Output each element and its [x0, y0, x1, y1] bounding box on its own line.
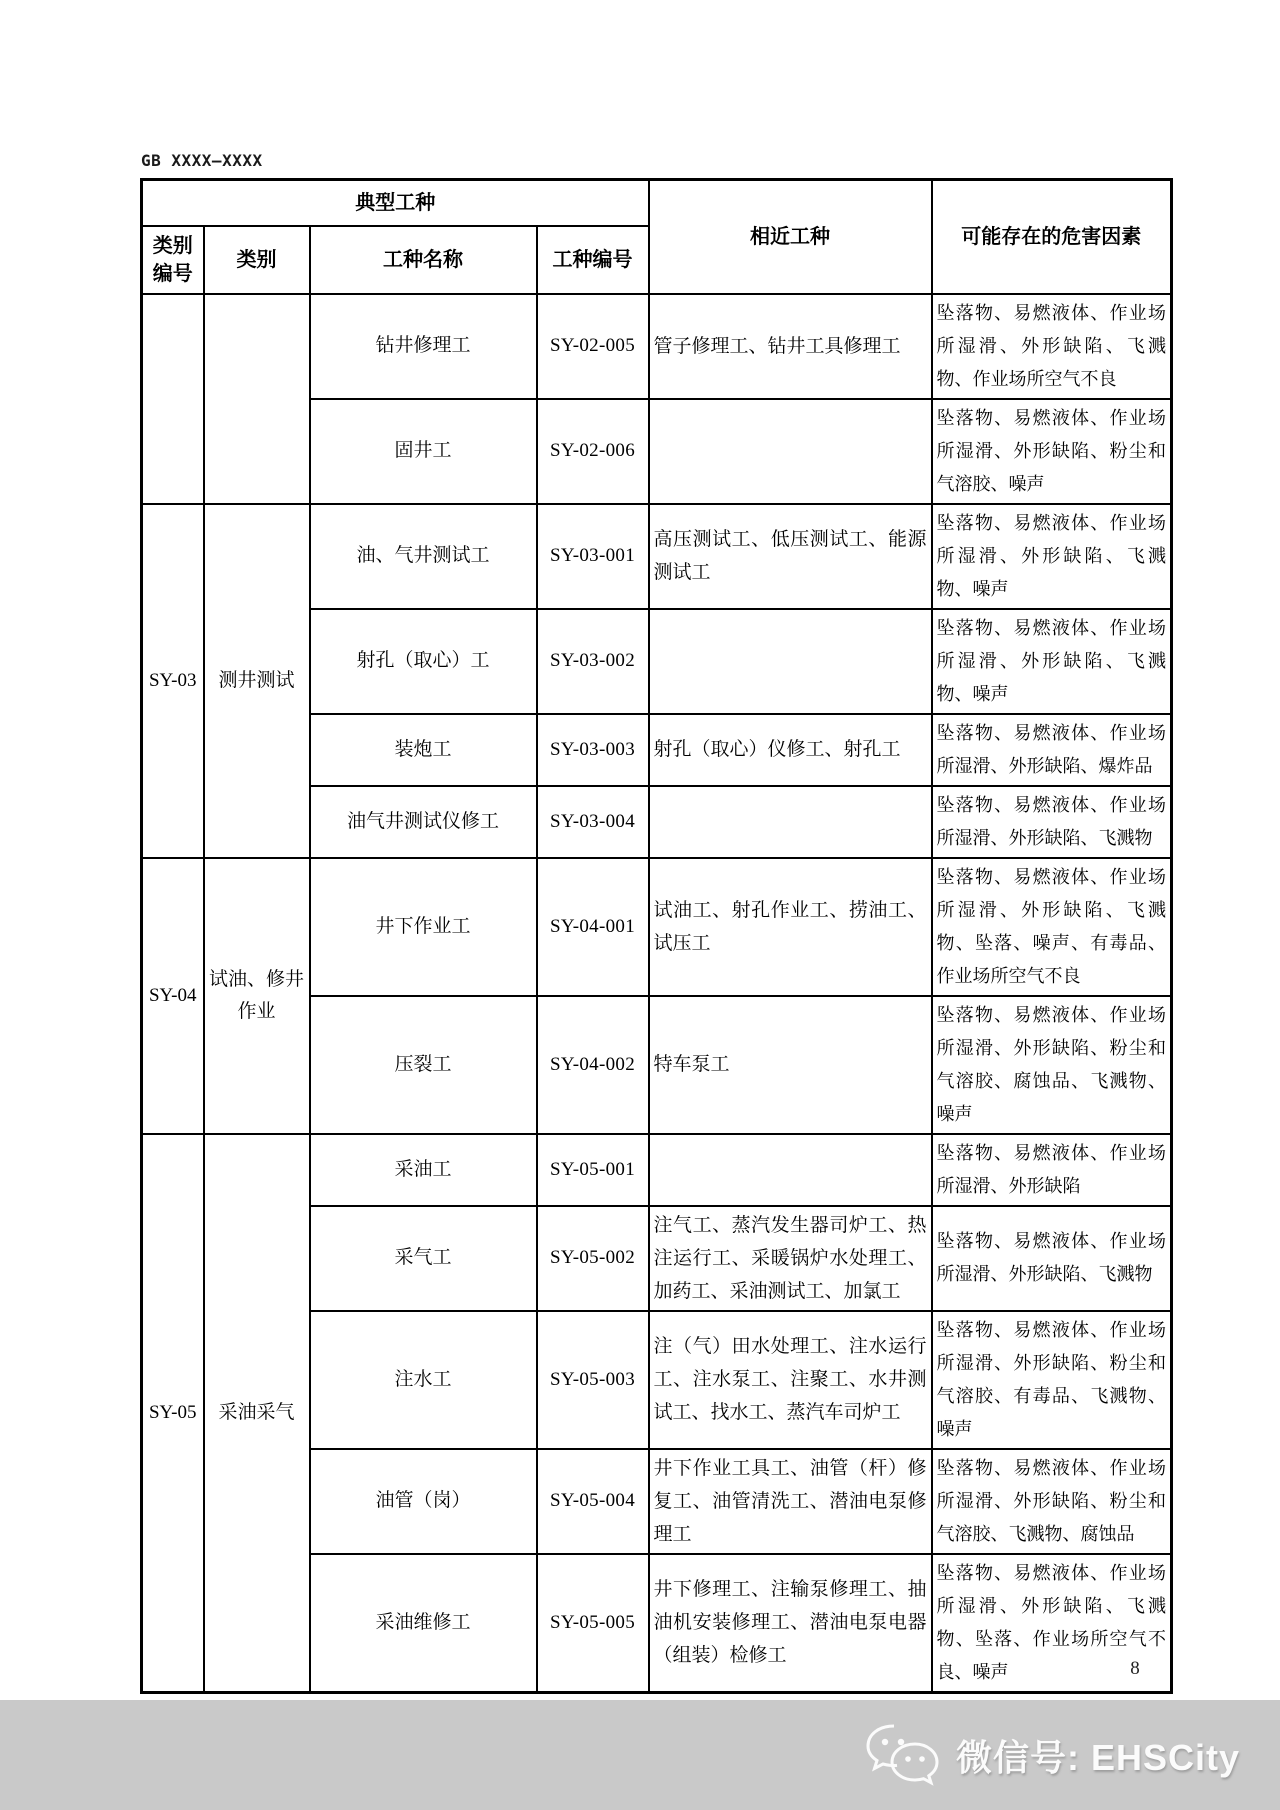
wechat-logo-icon	[864, 1722, 942, 1788]
header-category-no: 类别编号	[142, 226, 204, 294]
hazards-cell: 坠落物、易燃液体、作业场所湿滑、外形缺陷	[932, 1134, 1172, 1206]
document-code: GB XXXX—XXXX	[141, 151, 263, 170]
job-code-cell: SY-03-003	[537, 714, 649, 786]
job-code-cell: SY-04-002	[537, 996, 649, 1134]
job-code-cell: SY-05-005	[537, 1554, 649, 1693]
hazards-cell: 坠落物、易燃液体、作业场所湿滑、外形缺陷、爆炸品	[932, 714, 1172, 786]
similar-jobs-cell	[649, 1134, 932, 1206]
hazards-cell: 坠落物、易燃液体、作业场所湿滑、外形缺陷、飞溅物、坠落、作业场所空气不良、噪声	[932, 1554, 1172, 1693]
similar-jobs-cell: 管子修理工、钻井工具修理工	[649, 294, 932, 399]
hazards-cell: 坠落物、易燃液体、作业场所湿滑、外形缺陷、粉尘和气溶胶、噪声	[932, 399, 1172, 504]
category-cell	[204, 294, 310, 504]
job-code-cell: SY-02-005	[537, 294, 649, 399]
table-row	[142, 504, 1172, 609]
footer-bar	[0, 1700, 1280, 1810]
header-job-name: 工种名称	[310, 226, 537, 294]
job-name-cell: 装炮工	[310, 714, 537, 786]
similar-jobs-cell: 试油工、射孔作业工、捞油工、试压工	[649, 858, 932, 996]
category-cell: 采油采气	[204, 1134, 310, 1693]
table-row	[142, 1134, 1172, 1206]
similar-jobs-cell: 注气工、蒸汽发生器司炉工、热注运行工、采暖锅炉水处理工、加药工、采油测试工、加氯工	[649, 1206, 932, 1311]
job-name-cell: 油、气井测试工	[310, 504, 537, 609]
header-typical-jobs: 典型工种	[142, 180, 649, 226]
hazards-cell: 坠落物、易燃液体、作业场所湿滑、外形缺陷、飞溅物、坠落、噪声、有毒品、作业场所空气不良	[932, 858, 1172, 996]
job-code-cell: SY-03-004	[537, 786, 649, 858]
hazards-cell: 坠落物、易燃液体、作业场所湿滑、外形缺陷、粉尘和气溶胶、飞溅物、腐蚀品	[932, 1449, 1172, 1554]
similar-jobs-cell	[649, 609, 932, 714]
job-code-cell: SY-02-006	[537, 399, 649, 504]
wechat-banner	[864, 1718, 1240, 1792]
category-cell: 试油、修井作业	[204, 858, 310, 1134]
category-no-cell: SY-03	[142, 504, 204, 858]
similar-jobs-cell: 特车泵工	[649, 996, 932, 1134]
header-hazards: 可能存在的危害因素	[932, 180, 1172, 294]
job-name-cell: 采气工	[310, 1206, 537, 1311]
category-cell: 测井测试	[204, 504, 310, 858]
hazards-cell: 坠落物、易燃液体、作业场所湿滑、外形缺陷、飞溅物、噪声	[932, 504, 1172, 609]
job-name-cell: 固井工	[310, 399, 537, 504]
similar-jobs-cell: 井下作业工具工、油管（杆）修复工、油管清洗工、潜油电泵修理工	[649, 1449, 932, 1554]
hazards-cell: 坠落物、易燃液体、作业场所湿滑、外形缺陷、飞溅物、作业场所空气不良	[932, 294, 1172, 399]
category-no-cell: SY-04	[142, 858, 204, 1134]
job-code-cell: SY-05-003	[537, 1311, 649, 1449]
similar-jobs-cell	[649, 786, 932, 858]
header-job-code: 工种编号	[537, 226, 649, 294]
job-name-cell: 压裂工	[310, 996, 537, 1134]
similar-jobs-cell: 注（气）田水处理工、注水运行工、注水泵工、注聚工、水井测试工、找水工、蒸汽车司炉工	[649, 1311, 932, 1449]
job-code-cell: SY-05-004	[537, 1449, 649, 1554]
category-no-cell: SY-05	[142, 1134, 204, 1693]
job-name-cell: 注水工	[310, 1311, 537, 1449]
hazards-cell: 坠落物、易燃液体、作业场所湿滑、外形缺陷、飞溅物	[932, 1206, 1172, 1311]
job-name-cell: 井下作业工	[310, 858, 537, 996]
category-no-cell	[142, 294, 204, 504]
table-row	[142, 858, 1172, 996]
table-body	[142, 294, 1172, 1693]
job-name-cell: 油气井测试仪修工	[310, 786, 537, 858]
job-code-cell: SY-03-001	[537, 504, 649, 609]
job-code-cell: SY-05-002	[537, 1206, 649, 1311]
table-row	[142, 294, 1172, 399]
job-name-cell: 采油工	[310, 1134, 537, 1206]
header-category: 类别	[204, 226, 310, 294]
similar-jobs-cell: 井下修理工、注输泵修理工、抽油机安装修理工、潜油电泵电器（组装）检修工	[649, 1554, 932, 1693]
table-header	[142, 180, 1172, 294]
job-code-cell: SY-05-001	[537, 1134, 649, 1206]
similar-jobs-cell	[649, 399, 932, 504]
wechat-account-label: 微信号: EHSCity	[955, 1736, 1240, 1778]
job-name-cell: 采油维修工	[310, 1554, 537, 1693]
job-hazard-table	[140, 178, 1173, 1694]
job-name-cell: 钻井修理工	[310, 294, 537, 399]
job-name-cell: 油管（岗）	[310, 1449, 537, 1554]
hazards-cell: 坠落物、易燃液体、作业场所湿滑、外形缺陷、飞溅物、噪声	[932, 609, 1172, 714]
job-name-cell: 射孔（取心）工	[310, 609, 537, 714]
hazards-cell: 坠落物、易燃液体、作业场所湿滑、外形缺陷、飞溅物	[932, 786, 1172, 858]
similar-jobs-cell: 射孔（取心）仪修工、射孔工	[649, 714, 932, 786]
page-number: 8	[1130, 1658, 1140, 1679]
job-code-cell: SY-03-002	[537, 609, 649, 714]
hazards-cell: 坠落物、易燃液体、作业场所湿滑、外形缺陷、粉尘和气溶胶、有毒品、飞溅物、噪声	[932, 1311, 1172, 1449]
job-code-cell: SY-04-001	[537, 858, 649, 996]
similar-jobs-cell: 高压测试工、低压测试工、能源测试工	[649, 504, 932, 609]
header-similar-jobs: 相近工种	[649, 180, 932, 294]
hazards-cell: 坠落物、易燃液体、作业场所湿滑、外形缺陷、粉尘和气溶胶、腐蚀品、飞溅物、噪声	[932, 996, 1172, 1134]
